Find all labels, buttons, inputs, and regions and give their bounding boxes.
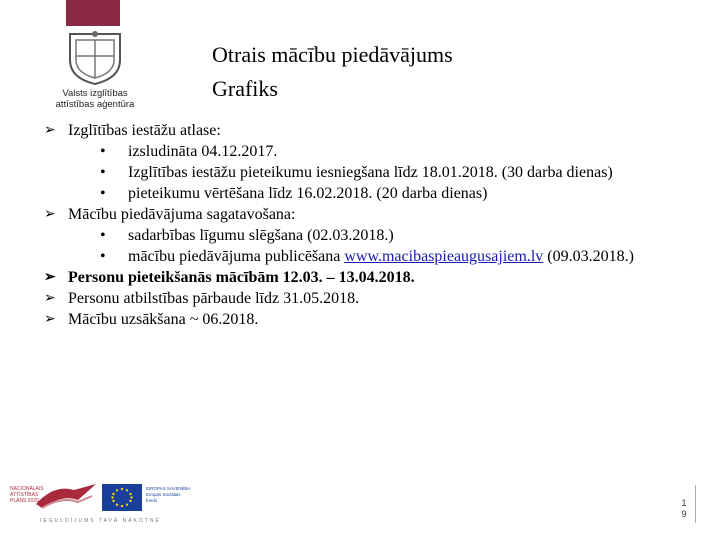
bullet-icon: • bbox=[100, 143, 106, 160]
list-item bbox=[44, 162, 696, 183]
agency-logo bbox=[54, 30, 136, 114]
item-text: sadarbības līgumu slēgšana (02.03.2018.) bbox=[128, 227, 394, 244]
list-item bbox=[44, 120, 696, 141]
arrow-bullet-icon: ➢ bbox=[44, 123, 56, 138]
item-text: pieteikumu vērtēšana līdz 16.02.2018. (20 darba dienas) bbox=[128, 185, 488, 202]
item-text: Personu atbilstības pārbaude līdz 31.05.2018. bbox=[68, 290, 360, 307]
slide-title bbox=[212, 38, 453, 106]
schedule-list bbox=[44, 120, 696, 330]
arrow-bullet-icon: ➢ bbox=[44, 207, 56, 222]
item-text: mācību piedāvājuma publicēšana bbox=[128, 248, 345, 265]
footer-logos bbox=[10, 478, 200, 522]
bullet-icon: • bbox=[100, 185, 106, 202]
item-text: Izglītības iestāžu pieteikumu iesniegšana līdz 18.01.2018. (30 darba dienas) bbox=[128, 164, 613, 181]
item-text: izsludināta 04.12.2017. bbox=[128, 143, 278, 160]
top-accent-bar bbox=[66, 0, 120, 26]
list-item bbox=[44, 246, 696, 267]
bullet-icon: • bbox=[100, 248, 106, 265]
arrow-bullet-icon: ➢ bbox=[44, 291, 56, 306]
page-number-divider bbox=[695, 485, 696, 523]
list-item bbox=[44, 309, 696, 330]
item-text: Personu pieteikšanās mācībām 12.03. – 13.04.2018. bbox=[68, 269, 415, 286]
title-line-1: Otrais mācību piedāvājums bbox=[212, 42, 453, 67]
list-item bbox=[44, 183, 696, 204]
arrow-bullet-icon: ➢ bbox=[44, 312, 56, 327]
arrow-bullet-icon: ➢ bbox=[44, 270, 56, 285]
coat-of-arms-icon bbox=[64, 30, 126, 86]
nap-logo-text: NACIONĀLAIS ATTĪSTĪBAS PLĀNS 2020 bbox=[10, 486, 44, 504]
list-item bbox=[44, 141, 696, 162]
item-text: (09.03.2018.) bbox=[543, 248, 634, 265]
eu-flag-icon bbox=[102, 484, 142, 511]
title-line-2: Grafiks bbox=[212, 76, 278, 101]
eu-text: EIROPAS SAVIENĪBA Eiropas Sociālais fonds bbox=[146, 486, 191, 503]
bullet-icon: • bbox=[100, 227, 106, 244]
item-text: Mācību uzsākšana ~ 06.2018. bbox=[68, 311, 259, 328]
list-item bbox=[44, 225, 696, 246]
footer-tagline: IEGULDĪJUMS TAVĀ NĀKOTNĒ bbox=[40, 518, 161, 524]
list-item bbox=[44, 204, 696, 225]
list-item bbox=[44, 288, 696, 309]
list-item bbox=[44, 267, 696, 288]
page-number: 1 9 bbox=[681, 498, 687, 519]
logo-text-line-1: Valsts izglītības bbox=[62, 88, 128, 99]
bullet-icon: • bbox=[100, 164, 106, 181]
item-text: Izglītības iestāžu atlase: bbox=[68, 122, 221, 139]
website-link[interactable]: www.macibaspieaugusajiem.lv bbox=[344, 248, 544, 265]
logo-text-line-2: attīstības aģentūra bbox=[55, 99, 135, 110]
item-text: Mācību piedāvājuma sagatavošana: bbox=[68, 206, 296, 223]
